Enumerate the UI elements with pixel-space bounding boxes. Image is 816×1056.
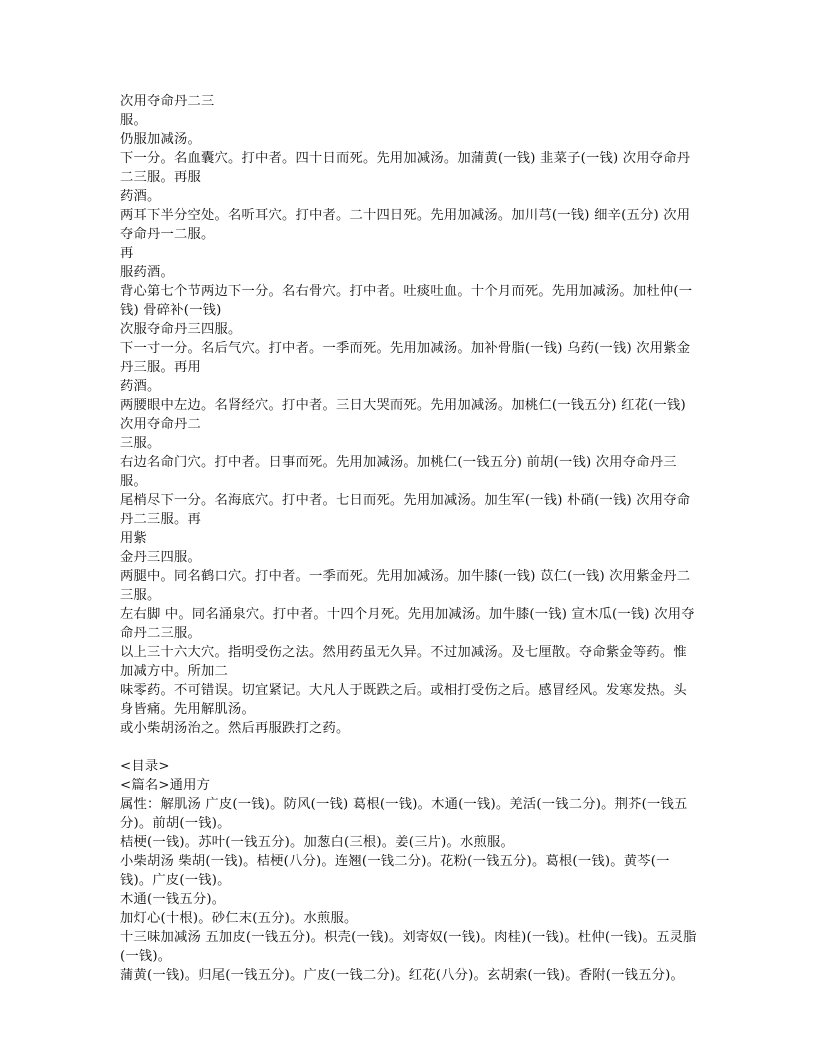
- text-line: 或小柴胡汤治之。然后再服跌打之药。: [120, 721, 350, 736]
- text-line: 下一寸一分。名后气穴。打中者。一季而死。先用加减汤。加补骨脂(一钱) 乌药(一钱) 次用紫金丹三服。再用: [120, 341, 691, 375]
- text-line: 味零药。不可错误。切宜紧记。大凡人于既跌之后。或相打受伤之后。感冒经风。发寒发热。头身皆痛。先用解肌汤。: [120, 683, 687, 717]
- text-line: 背心第七个节两边下一分。名右骨穴。打中者。吐痰吐血。十个月而死。先用加减汤。加杜仲(一钱) 骨碎补(一钱): [120, 284, 693, 318]
- text-line: 三服。: [120, 436, 161, 451]
- section-title: <篇名>通用方: [120, 778, 211, 793]
- text-line: 次服夺命丹三四服。: [120, 322, 242, 337]
- text-line: 十三味加减汤 五加皮(一钱五分)。枳壳(一钱)。刘寄奴(一钱)。肉桂)(一钱)。杜仲(一钱)。五灵脂(一钱)。: [120, 930, 697, 964]
- text-line: 蒲黄(一钱)。归尾(一钱五分)。广皮(一钱二分)。红花(八分)。玄胡索(一钱)。香附(一钱五分)。: [120, 968, 685, 983]
- text-line: 再: [120, 246, 134, 261]
- text-line: 下一分。名血囊穴。打中者。四十日而死。先用加减汤。加蒲黄(一钱) 韭菜子(一钱) 次用夺命丹二三服。再服: [120, 151, 691, 185]
- text-line: 加灯心(十根)。砂仁末(五分)。水煎服。: [120, 911, 358, 926]
- text-line: 以上三十六大穴。指明受伤之法。然用药虽无久异。不过加减汤。及七厘散。夺命紫金等药。惟加减方中。所加二: [120, 645, 687, 679]
- text-line: 两腿中。同名鹤口穴。打中者。一季而死。先用加减汤。加牛膝(一钱) 苡仁(一钱) 次用紫金丹二三服。: [120, 569, 691, 603]
- text-line: 右边名命门穴。打中者。日事而死。先用加减汤。加桃仁(一钱五分) 前胡(一钱) 次用夺命丹三服。: [120, 455, 677, 489]
- text-line: 仍服加减汤。: [120, 132, 201, 147]
- text-line: 桔梗(一钱)。苏叶(一钱五分)。加葱白(三根)。姜(三片)。水煎服。: [120, 835, 515, 850]
- text-line: 尾梢尽下一分。名海底穴。打中者。七日而死。先用加减汤。加生军(一钱) 朴硝(一钱) 次用夺命丹二三服。再: [120, 493, 691, 527]
- text-line: 用紫: [120, 531, 147, 546]
- text-line: 左右脚 中。同名涌泉穴。打中者。十四个月死。先用加减汤。加牛膝(一钱) 宣木瓜(一钱) 次用夺命丹二三服。: [120, 607, 695, 641]
- document-page: [120, 92, 698, 985]
- text-line: 两腰眼中左边。名肾经穴。打中者。三日大哭而死。先用加减汤。加桃仁(一钱五分) 红花(一钱) 次用夺命丹二: [120, 398, 686, 432]
- text-line: 药酒。: [120, 379, 161, 394]
- text-line: 金丹三四服。: [120, 550, 201, 565]
- text-line: 属性：解肌汤 广皮(一钱)。防风(一钱) 葛根(一钱)。木通(一钱)。羌活(一钱二分)。荆芥(一钱五分)。前胡(一钱)。: [120, 797, 688, 831]
- text-line: 两耳下半分空处。名听耳穴。打中者。二十四日死。先用加减汤。加川芎(一钱) 细辛(五分) 次用夺命丹一二服。: [120, 208, 691, 242]
- section-tag: <目录>: [120, 759, 170, 774]
- text-line: 服。: [120, 113, 147, 128]
- text-line: 药酒。: [120, 189, 161, 204]
- text-line: 次用夺命丹二三: [120, 94, 215, 109]
- blank-line: [120, 738, 698, 757]
- text-line: 小柴胡汤 柴胡(一钱)。桔梗(八分)。连翘(一钱二分)。花粉(一钱五分)。葛根(一钱)。黄芩(一钱)。广皮(一钱)。: [120, 854, 670, 888]
- text-line: 木通(一钱五分)。: [120, 892, 226, 907]
- text-line: 服药酒。: [120, 265, 174, 280]
